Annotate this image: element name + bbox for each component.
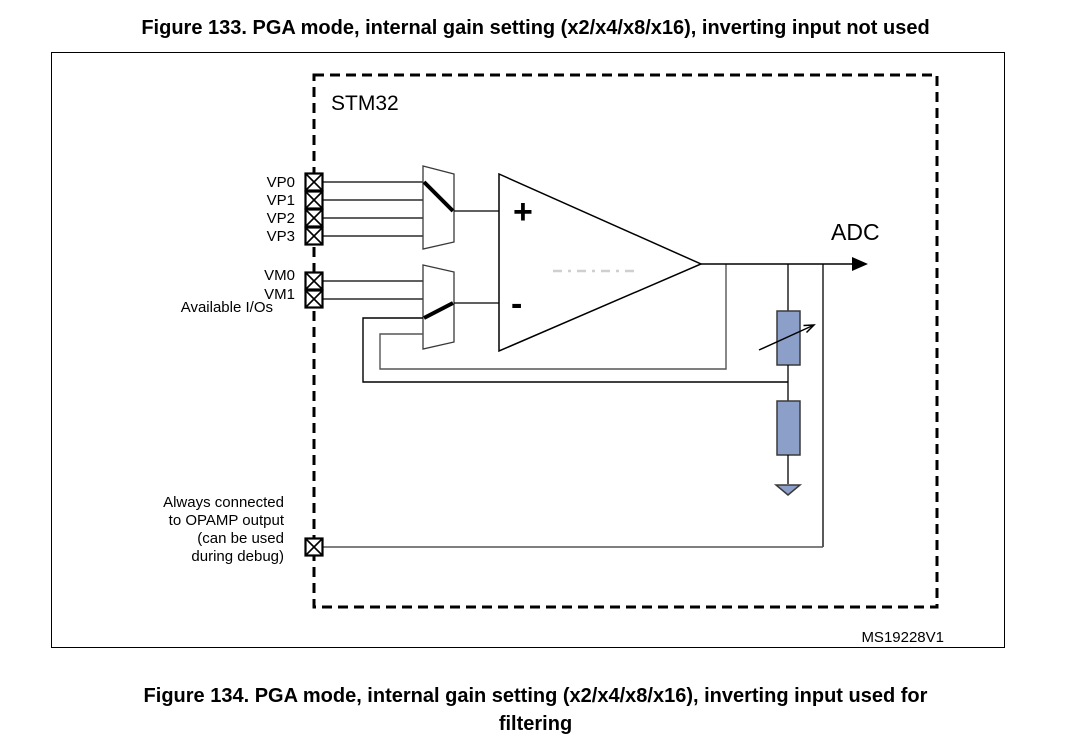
- variable-resistor: [777, 311, 800, 365]
- figure-frame: [51, 52, 1005, 648]
- debug-note-line1: Always connected: [163, 494, 284, 511]
- io-pad-vp0: [306, 174, 323, 191]
- adc-arrowhead-icon: [852, 257, 868, 271]
- io-pad-vp1: [306, 192, 323, 209]
- io-pad-vm0: [306, 273, 323, 290]
- ground-symbol-icon: [776, 485, 800, 495]
- pin-label-vp0: VP0: [266, 174, 295, 191]
- stm32-chip-boundary: [314, 75, 937, 607]
- debug-note-line4: during debug): [191, 548, 284, 565]
- pin-label-vm1: VM1: [264, 286, 295, 303]
- figure-134-title-line1: Figure 134. PGA mode, internal gain setting (x2/x4/x8/x16), inverting input used for: [143, 685, 928, 707]
- figure-134-title: [0, 682, 1071, 738]
- io-pad-vp3: [306, 228, 323, 245]
- figure-133-title: Figure 133. PGA mode, internal gain setting (x2/x4/x8/x16), inverting input not used: [141, 17, 930, 39]
- figure-watermark-id: MS19228V1: [861, 629, 944, 646]
- fixed-resistor: [777, 401, 800, 455]
- chip-label: STM32: [331, 92, 399, 115]
- figure-134-title-line2: filtering: [498, 713, 573, 735]
- pga-circuit-diagram: [52, 53, 1003, 646]
- opamp-plus-sign: +: [513, 193, 533, 231]
- pin-label-vp3: VP3: [266, 228, 295, 245]
- io-pad-debug-output: [306, 539, 323, 556]
- adc-label: ADC: [831, 219, 880, 245]
- debug-note-line3: (can be used: [197, 530, 284, 547]
- available-ios-label: Available I/Os: [180, 299, 273, 316]
- pin-label-vp1: VP1: [266, 192, 295, 209]
- debug-note-line2: to OPAMP output: [168, 512, 284, 529]
- pin-label-vp2: VP2: [266, 210, 295, 227]
- opamp-minus-sign: -: [511, 285, 523, 323]
- io-pad-vm1: [306, 291, 323, 308]
- pin-label-vm0: VM0: [264, 267, 295, 284]
- io-pad-vp2: [306, 210, 323, 227]
